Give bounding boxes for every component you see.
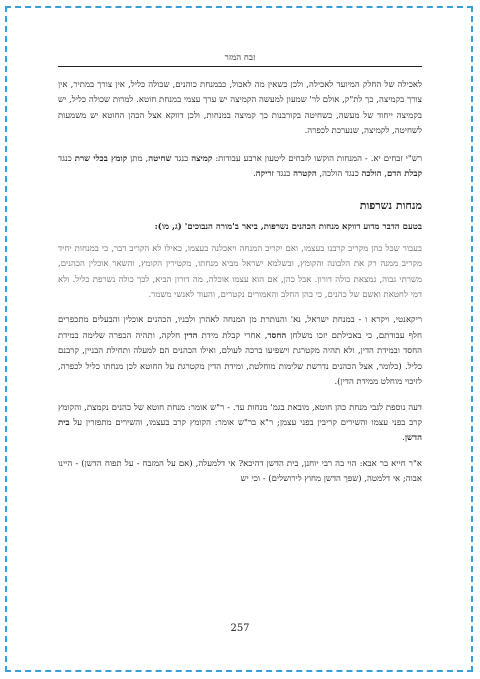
paragraph-intro: לאכילה של החלק המיועד לאכילה, ולכן כשאין מה לאכול, כבמנחת כוהנים, שכולה כליל, אין צורך במתיר, אין צורך בקמיצה, כך לת"ק, אולם לר' שמעון למעשה הקמיצה יש ערך עצמי במנחת חוטא. למרות שכולה כליל, יש בקמיצה ייחוד של מעשה, כשחיטה בקורבנות כך קמיצה במנחות, ולכן דווקא אצל הכהן החוטא יש משמעות לשחיטה, לקמיצה, שנערכת לכפרה. — [58, 80, 422, 137]
bold-term: קומץ בכלי שרת — [74, 153, 128, 164]
text-run: ריקאנטי, ויקרא ו - במנחת ישראל, נא' והנותרת מן המנחה לאהרן ולבניו, הכהנים אוכלין והבעלים מתכפרים חלף עבודתם, כי באכילתם יזכו משלחן — [58, 315, 422, 341]
bold-term: החסד — [267, 330, 287, 341]
text-run: כנגד הולכה, — [316, 169, 362, 180]
running-header — [58, 52, 422, 67]
text-run: . — [252, 169, 256, 180]
source-citation: בטעם הדבר מדוע דווקא מנחות הכהנים נשרפות, ביאר ב'מורה הנבוכים' (ג, מו): — [154, 222, 422, 233]
bold-term: הדין — [184, 330, 198, 341]
text-run: רש"י זבחים יא. - המנחות הוקשו לזבחים ליטעון ארבע עבודות: — [212, 153, 423, 164]
bold-term: שחיטה — [148, 153, 172, 164]
text-run: כנגד — [171, 153, 192, 164]
bold-term: קבלת הדם — [386, 169, 422, 180]
text-run: , מתן — [127, 153, 149, 164]
paragraph-rashi — [58, 152, 422, 183]
section-heading: מנחות נשרפות — [359, 199, 422, 213]
text-run: חלקה, ותהיה הכפרה שלימה במידת החסד ובמידת הדין, ולא תהיה מקטרגת וישפיעו ברכה לעולם, ואילו הכהנים הם למעלה ותחילת הבניין, קרבנם כליל. (כלומר, אצל הכהנים נדרשת שלימות מוחלטת, ומידת הדין מקטרגת על החוטא לכן מנחתו כליל לכפרה, לזיכוי מוחלט ממידת הדין). — [58, 330, 422, 388]
bold-term: בית הדשן — [58, 417, 422, 444]
page-number: 257 — [230, 623, 250, 634]
paragraph-rabbi-chiya: א"ר חייא בר אבא: הוי בה רבי יוחנן, בית הדשן דהיכא? אי דלמעלה, (אם על המזבח - על תפוח הדשן) - היינו אבוה; אי דלמטה, (שפך הדשן מחוץ לירושלים) - וכי יש — [58, 458, 422, 485]
bold-term: קמיצה — [191, 153, 213, 164]
paragraph-recanati — [58, 313, 422, 390]
text-run: , אחרי קבלת מידת — [197, 330, 268, 341]
header-title: זבח המזר — [217, 53, 264, 63]
bold-term: זריקה — [255, 169, 274, 180]
page-body — [58, 78, 422, 488]
quoted-passage: בעבור שכל כהן מקריב קרבנו בעצמו, ואם יקריב המנחה ויאכלנה בעצמו, כאילו לא הקריב דבר, כי במנחות יחיד מקריב ממנה רק את הלבונה והקומץ, ובשלמא ישראל מביא מנחתו, מקטירין הקומץ, והשאר אוכלין הכהנים, משרתי גבוה, נמצאת כולה דורון. אבל כהן, אם הוא עצמו אוכלה, מה דורון הביא, לכך כולה נשרפת כליל. ולא דמי לחטאת ואשם של כהנים, כי בהן החלב והאמורים נקטרים, והעוד לאנשי משמר. — [58, 243, 422, 301]
text-run: כנגד — [58, 153, 75, 164]
paragraph-gemara — [58, 401, 422, 447]
text-run: , — [381, 169, 387, 180]
text-run: כנגד — [273, 169, 294, 180]
bold-term: הקטרה — [293, 169, 317, 180]
text-run: דעה נוספת לגבי מנחת כהן חוטא, מובאת בגמ' מנחות עד. - ר"ש אומר: מנחת חוטא של כהנים נקמצת, והקומץ קרב בפני עצמו והשירים קריבין בפני עצמן; ר"א בר"ש אומר: הקומץ קרב בעצמו, והשירים מתפזרין על — [58, 402, 422, 428]
bold-term: הולכה — [361, 169, 382, 180]
text-run: . — [402, 433, 405, 444]
